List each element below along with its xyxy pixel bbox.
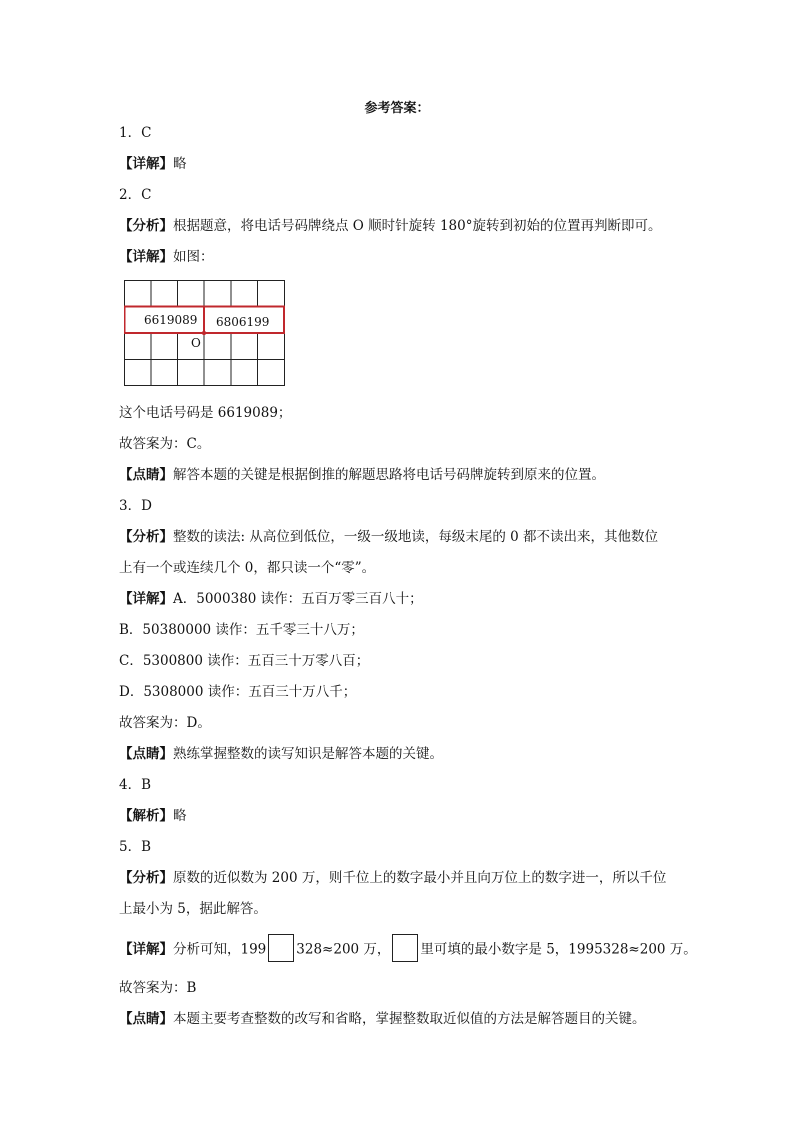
answer-2-comment <box>119 466 605 484</box>
answer-3-analysis-cont: 上有一个或连续几个 0，都只读一个“零”。 <box>119 560 376 576</box>
answer-3-option-d: D．5308000 读作：五百三十万八千； <box>119 684 357 700</box>
answer-4: 4．B <box>119 777 152 793</box>
explain-text: 略 <box>173 808 187 824</box>
answer-2: 2．C <box>119 187 152 203</box>
detail-text-c: 里可填的最小数字是 5，1995328≈200 万。 <box>420 941 697 958</box>
detail-tag: 【详解】 <box>119 941 173 958</box>
analysis-tag: 【分析】 <box>119 870 173 886</box>
detail-text: 略 <box>173 156 187 172</box>
answer-5-final: 故答案为：B <box>119 980 197 996</box>
detail-tag: 【详解】 <box>119 591 173 607</box>
comment-text: 本题主要考查整数的改写和省略，掌握整数取近似值的方法是解答题目的关键。 <box>173 1011 646 1027</box>
detail-text-b: 328≈200 万， <box>296 941 391 958</box>
detail-text-a: 分析可知，199 <box>173 941 267 958</box>
analysis-text: 原数的近似数为 200 万，则千位上的数字最小并且向万位上的数字进一，所以千位 <box>173 870 667 886</box>
point-o-label: O <box>191 336 201 350</box>
analysis-text: 根据题意，将电话号码牌绕点 O 顺时针旋转 180°旋转到初始的位置再判断即可。 <box>173 218 662 234</box>
answer-2-number: 这个电话号码是 6619089； <box>119 405 292 421</box>
comment-tag: 【点睛】 <box>119 1011 173 1027</box>
answer-5-detail <box>119 936 697 964</box>
blank-box <box>268 934 294 962</box>
comment-text: 解答本题的关键是根据倒推的解题思路将电话号码牌旋转到原来的位置。 <box>173 467 605 483</box>
answer-1: 1．C <box>119 125 152 141</box>
detail-tag: 【详解】 <box>119 156 173 172</box>
answer-3-option-c: C．5300800 读作：五百三十万零八百； <box>119 653 370 669</box>
right-phone-number: 6806199 <box>216 315 270 329</box>
answer-3-option-b: B．50380000 读作：五千零三十八万； <box>119 622 364 638</box>
analysis-tag: 【分析】 <box>119 529 173 545</box>
comment-tag: 【点睛】 <box>119 746 173 762</box>
left-phone-number: 6619089 <box>144 313 198 327</box>
explain-tag: 【解析】 <box>119 808 173 824</box>
blank-box <box>392 934 418 962</box>
page-title: 参考答案： <box>364 101 430 116</box>
answer-5-comment <box>119 1010 646 1028</box>
comment-text: 熟练掌握整数的读写知识是解答本题的关键。 <box>173 746 443 762</box>
answer-5-analysis-cont: 上最小为 5，据此解答。 <box>119 901 267 917</box>
answer-5: 5．B <box>119 839 152 855</box>
phone-number-grid-figure <box>124 280 284 385</box>
answer-3-detail <box>119 590 423 608</box>
answer-3-comment <box>119 745 443 763</box>
answer-2-final: 故答案为：C。 <box>119 436 211 452</box>
answer-3-analysis <box>119 528 658 546</box>
answer-3-final: 故答案为：D。 <box>119 715 211 731</box>
detail-text: A．5000380 读作：五百万零三百八十； <box>173 591 423 607</box>
answer-1-detail <box>119 155 187 173</box>
analysis-tag: 【分析】 <box>119 218 173 234</box>
comment-tag: 【点睛】 <box>119 467 173 483</box>
rotation-point-o <box>202 331 206 335</box>
analysis-text: 整数的读法: 从高位到低位，一级一级地读，每级末尾的 0 都不读出来，其他数位 <box>173 529 659 545</box>
answer-2-analysis <box>119 217 661 235</box>
answer-5-analysis <box>119 869 666 887</box>
answer-2-detail <box>119 248 214 266</box>
detail-tag: 【详解】 <box>119 249 173 265</box>
detail-text: 如图： <box>173 249 214 265</box>
answer-4-explain <box>119 807 187 825</box>
answer-3: 3．D <box>119 498 152 514</box>
